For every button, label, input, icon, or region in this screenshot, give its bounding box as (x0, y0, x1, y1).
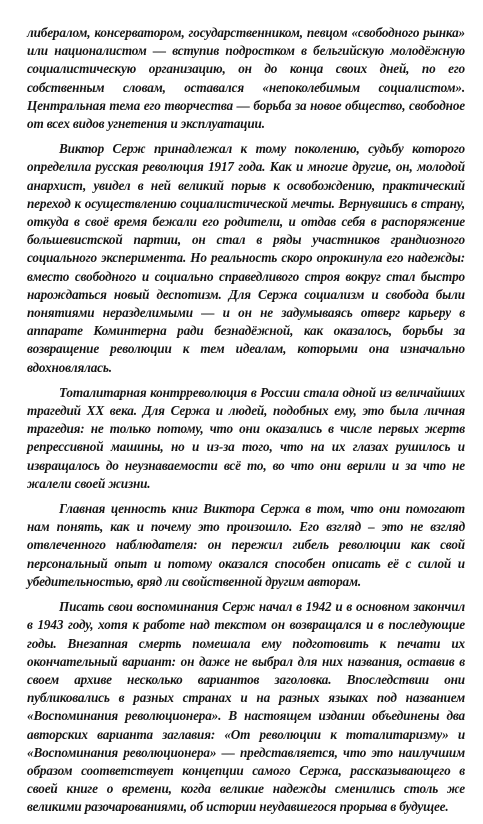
paragraph-4: Главная ценность книг Виктора Сержа в том, что они помогают нам понять, как и почему это произошло. Его взгляд – это не взгляд отвлеченного наблюдателя: он пережил гибель революции как свой персональный опыт и потому оказался способен описать её с силой и убедительностью, вряд ли свойственной другим авторам. (27, 501, 465, 589)
paragraph-1: либералом, консерватором, государственником, певцом «свободного рынка» или националистом — вступив подростком в бельгийскую молодёжную социалистическую организацию, он до конца своих дней, по его собственным словам, оставался «непоколебимым социалистом». Центральная тема его творчества — борьба за новое общество, свободное от всех видов угнетения и эксплуатации. (27, 25, 465, 132)
document-page (27, 24, 465, 824)
paragraph-5: Писать свои воспоминания Серж начал в 1942 и в основном закончил в 1943 году, хотя к работе над текстом он возвращался и в последующие годы. Внезапная смерть помешала ему подготовить к печати их окончательный вариант: он даже не выбрал для них названия, оставив в своем архиве несколько вариантов заголовка. Впоследствии они публиковались в разных странах и на разных языках под названием «Воспоминания революционера». В настоящем издании объединены два авторских варианта заглавия: «От революции к тоталитаризму» и «Воспоминания революционера» — представляется, что это наилучшим образом соответствует концепции самого Сержа, рассказывающего в своей книге о времени, когда великие надежды сменились столь же великими разочарованиями, об истории неудавшегося прорыва в будущее. (27, 599, 465, 815)
paragraph-3: Тоталитарная контрреволюция в России стала одной из величайших трагедий XX века. Для Сержа и людей, подобных ему, это была личная трагедия: не только потому, что они оказались в числе первых жертв репрессивной машины, но и из-за того, что на их глазах рушилось и извращалось до неузнаваемости всё то, во что они верили и за что не жалели своей жизни. (27, 384, 465, 491)
paragraph-2: Виктор Серж принадлежал к тому поколению, судьбу которого определила русская революция 1917 года. Как и многие другие, он, молодой анархист, увидел в ней великий порыв к освобождению, практический переход к осуществлению социалистической мечты. Вернувшись в страну, откуда в своё время бежали его родители, и отдав себя в распоряжение большевистской партии, он стал в ряды участников грандиозного социального эксперимента. Но реальность скоро опрокинула его надежды: вместо свободного и социально справедливого строя вокруг стал быстро нарождаться новый деспотизм. Для Сержа социализм и свобода были понятиями неразделимыми — и он не задумываясь отверг карьеру в аппарате Коминтерна ради безнадёжной, как оказалось, борьбы за возвращение революции к тем идеалам, которыми она изначально вдохновлялась. (27, 141, 465, 375)
